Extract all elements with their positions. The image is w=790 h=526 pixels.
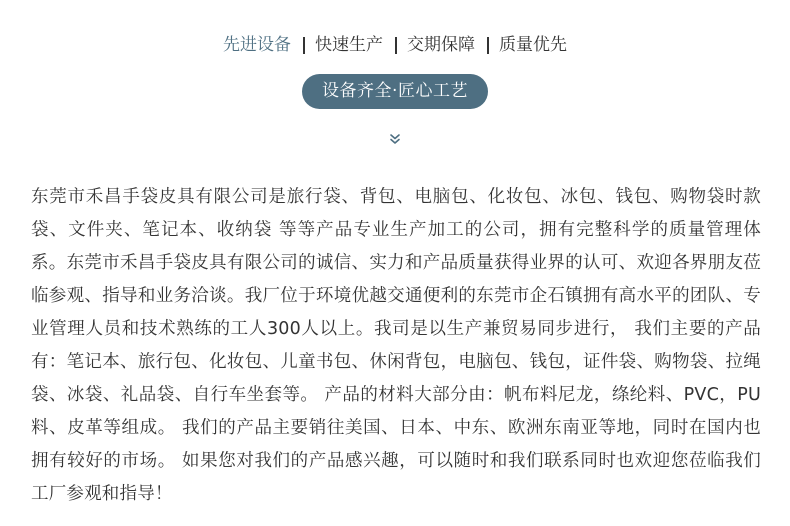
tab-separator [303, 37, 305, 54]
tab-separator [487, 37, 489, 54]
section-badge: 设备齐全·匠心工艺 [302, 74, 488, 109]
company-description: 东莞市禾昌手袋皮具有限公司是旅行袋、背包、电脑包、化妆包、冰包、钱包、购物袋时款袋、文件夹、笔记本、收纳袋 等等产品专业生产加工的公司，拥有完整科学的质量管理体系。东莞市禾昌手袋皮具有限公司的诚信、实力和产品质量获得业界的认可、欢迎各界朋友莅临参观、指导和业务洽谈。我厂位于环境优越交通便利的东莞市企石镇拥有高水平的团队、专业管理人员和技术熟练的工人300人以上。我司是以生产兼贸易同步进行， 我们主要的产品有：笔记本、旅行包、化妆包、儿童书包、休闲背包，电脑包、钱包，证件袋、购物袋、拉绳袋、冰袋、礼品袋、自行车坐套等。 产品的材料大部分由：帆布料尼龙，绦纶料、PVC，PU料、皮革等组成。 我们的产品主要销往美国、日本、中东、欧洲东南亚等地，同时在国内也拥有较好的市场。 如果您对我们的产品感兴趣，可以随时和我们联系同时也欢迎您莅临我们工厂参观和指导！ [31, 187, 761, 504]
tab-quality-first[interactable]: 质量优先 [499, 35, 567, 55]
tab-delivery-guarantee[interactable]: 交期保障 [407, 35, 475, 55]
feature-tabs [0, 33, 790, 57]
tab-advanced-equipment[interactable]: 先进设备 [223, 35, 291, 55]
tab-separator [395, 37, 397, 54]
tab-fast-production[interactable]: 快速生产 [315, 35, 383, 55]
section-badge-wrap [0, 74, 790, 109]
double-chevron-down-icon [388, 132, 402, 146]
